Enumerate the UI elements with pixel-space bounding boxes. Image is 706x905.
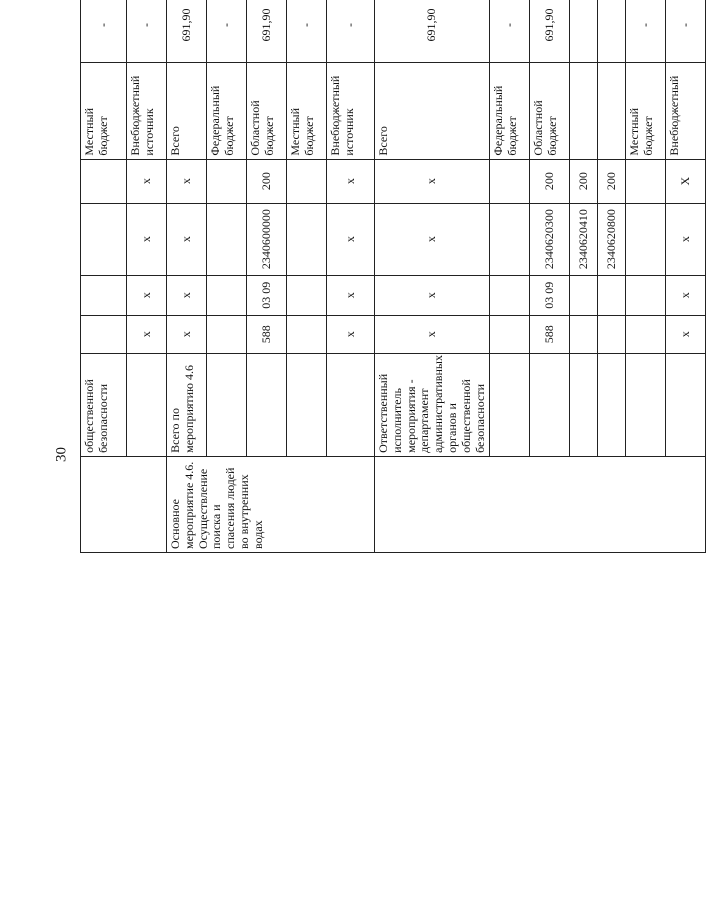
cell-y1: -	[127, 0, 167, 63]
cell-desc	[490, 353, 530, 456]
cell-desc	[570, 353, 598, 456]
cell-c4: 200	[570, 159, 598, 203]
cell-y1: -	[490, 0, 530, 63]
cell-c1: x	[167, 315, 207, 353]
budget-table-frame	[80, 0, 692, 553]
cell-src: Федеральный бюджет	[490, 63, 530, 159]
cell-c1	[81, 315, 127, 353]
cell-src: Всего	[375, 63, 490, 159]
cell-desc	[127, 353, 167, 456]
cell-c3: 2340620800	[598, 203, 626, 275]
cell-c2	[207, 275, 247, 315]
cell-c1	[287, 315, 327, 353]
cell-src: Местный бюджет	[626, 63, 666, 159]
cell-c3: 2340600000	[247, 203, 287, 275]
cell-src: Местный бюджет	[287, 63, 327, 159]
cell-c4: X	[666, 159, 706, 203]
cell-src	[570, 63, 598, 159]
cell-c3: x	[327, 203, 375, 275]
cell-c4: x	[375, 159, 490, 203]
cell-c3: x	[127, 203, 167, 275]
table-row	[81, 0, 127, 553]
cell-y1: -	[327, 0, 375, 63]
cell-c2	[598, 275, 626, 315]
cell-desc	[207, 353, 247, 456]
cell-desc: общественной безопасности	[81, 353, 127, 456]
cell-desc	[626, 353, 666, 456]
cell-c3	[287, 203, 327, 275]
table-row	[375, 0, 490, 553]
cell-y1: 691,90	[247, 0, 287, 63]
cell-c1	[207, 315, 247, 353]
cell-c3	[207, 203, 247, 275]
cell-y1	[598, 0, 626, 63]
cell-c2	[287, 275, 327, 315]
cell-desc: Всего по мероприятию 4.6	[167, 353, 207, 456]
cell-c4	[490, 159, 530, 203]
cell-desc	[666, 353, 706, 456]
cell-c1: x	[127, 315, 167, 353]
cell-src: Внебюджетный	[666, 63, 706, 159]
cell-c2: 03 09	[247, 275, 287, 315]
cell-c1	[570, 315, 598, 353]
cell-c1: x	[666, 315, 706, 353]
cell-c4: 200	[530, 159, 570, 203]
cell-y1: -	[207, 0, 247, 63]
rotated-table-container	[80, 8, 692, 866]
cell-c3: x	[666, 203, 706, 275]
cell-desc: Ответственный исполнитель мероприятия - департамент административных органов и общественной безопасности	[375, 353, 490, 456]
table-row	[167, 0, 207, 553]
cell-y1: -	[287, 0, 327, 63]
row-label-cell: Основное мероприятие 4.6. Осуществление поиска и спасения людей во внутренних водах	[167, 456, 375, 552]
cell-c1	[598, 315, 626, 353]
cell-c1: 588	[530, 315, 570, 353]
cell-src: Внебюджетный источник	[127, 63, 167, 159]
cell-c1: x	[375, 315, 490, 353]
cell-c4	[207, 159, 247, 203]
cell-src: Внебюджетный источник	[327, 63, 375, 159]
cell-src: Областной бюджет	[530, 63, 570, 159]
cell-c2	[626, 275, 666, 315]
cell-c4: x	[167, 159, 207, 203]
cell-c2: x	[327, 275, 375, 315]
cell-src: Федеральный бюджет	[207, 63, 247, 159]
cell-y1: 691,90	[530, 0, 570, 63]
cell-c2: x	[127, 275, 167, 315]
cell-c3: 2340620410	[570, 203, 598, 275]
cell-c4: x	[127, 159, 167, 203]
cell-src: Областной бюджет	[247, 63, 287, 159]
cell-c1: x	[327, 315, 375, 353]
cell-c2	[570, 275, 598, 315]
cell-y1: -	[666, 0, 706, 63]
row-label-cell	[81, 456, 167, 552]
cell-c2: x	[375, 275, 490, 315]
budget-table	[80, 0, 706, 553]
cell-c1	[490, 315, 530, 353]
cell-desc	[598, 353, 626, 456]
cell-c3: 2340620300	[530, 203, 570, 275]
cell-c3: x	[375, 203, 490, 275]
cell-c3	[490, 203, 530, 275]
table-body	[81, 0, 706, 553]
page-number: 30	[53, 447, 70, 462]
cell-c3	[626, 203, 666, 275]
cell-c2: 03 09	[530, 275, 570, 315]
cell-src: Всего	[167, 63, 207, 159]
cell-src: Местный бюджет	[81, 63, 127, 159]
cell-y1: 691,90	[375, 0, 490, 63]
cell-y1: 691,90	[167, 0, 207, 63]
cell-c3	[81, 203, 127, 275]
cell-c2	[490, 275, 530, 315]
cell-c2: x	[167, 275, 207, 315]
cell-c2	[81, 275, 127, 315]
cell-c1	[626, 315, 666, 353]
cell-c3: x	[167, 203, 207, 275]
cell-c1: 588	[247, 315, 287, 353]
cell-src	[598, 63, 626, 159]
cell-desc	[247, 353, 287, 456]
row-label-cell	[375, 456, 706, 552]
cell-y1: -	[626, 0, 666, 63]
cell-c4: 200	[598, 159, 626, 203]
cell-desc	[287, 353, 327, 456]
cell-y1: -	[81, 0, 127, 63]
cell-c2: x	[666, 275, 706, 315]
cell-desc	[530, 353, 570, 456]
cell-c4: x	[327, 159, 375, 203]
cell-c4	[81, 159, 127, 203]
cell-y1	[570, 0, 598, 63]
cell-c4	[287, 159, 327, 203]
cell-desc	[327, 353, 375, 456]
cell-c4: 200	[247, 159, 287, 203]
cell-c4	[626, 159, 666, 203]
